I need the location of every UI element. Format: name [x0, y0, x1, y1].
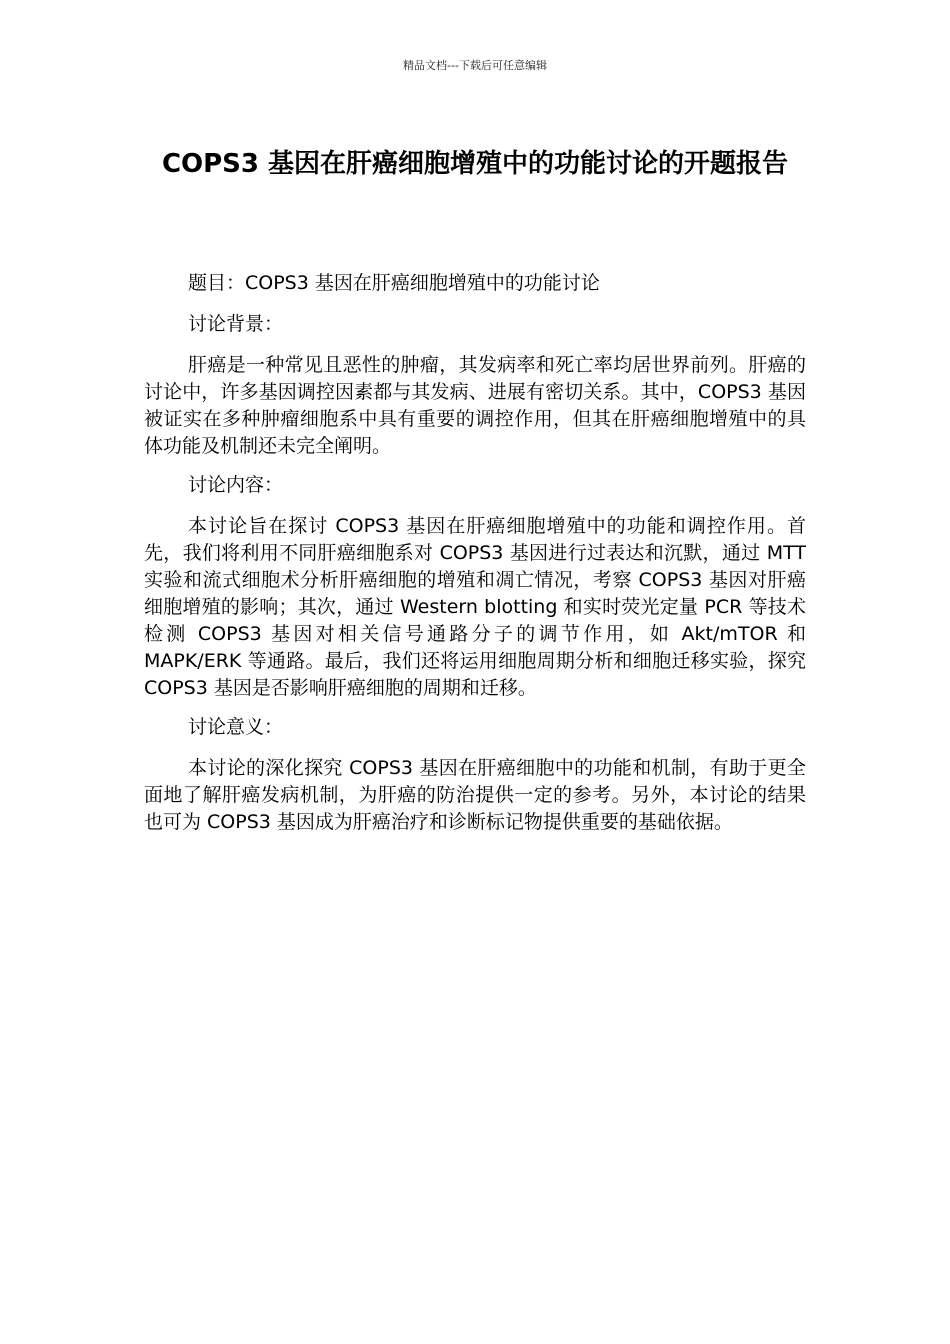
document-title: COPS3 基因在肝癌细胞增殖中的功能讨论的开题报告 [161, 149, 789, 179]
document-body [144, 270, 806, 836]
significance-heading: 讨论意义： [188, 716, 284, 738]
significance-paragraph: 本讨论的深化探究 COPS3 基因在肝癌细胞中的功能和机制，有助于更全面地了解肝癌发病机制，为肝癌的防治提供一定的参考。另外，本讨论的结果也可为 COPS3 基因成为肝癌治疗和诊断标记物提供重要的基础依据。 [144, 757, 806, 833]
background-paragraph: 肝癌是一种常见且恶性的肿瘤，其发病率和死亡率均居世界前列。肝癌的讨论中，许多基因调控因素都与其发病、进展有密切关系。其中，COPS3 基因被证实在多种肿瘤细胞系中具有重要的调控作用，但其在肝癌细胞增殖中的具体功能及机制还未完全阐明。 [144, 354, 806, 457]
topic-line: 题目：COPS3 基因在肝癌细胞增殖中的功能讨论 [188, 272, 600, 294]
content-paragraph: 本讨论旨在探讨 COPS3 基因在肝癌细胞增殖中的功能和调控作用。首先，我们将利用不同肝癌细胞系对 COPS3 基因进行过表达和沉默，通过 MTT 实验和流式细胞术分析肝癌细胞的增殖和凋亡情况，考察 COPS3 基因对肝癌细胞增殖的影响；其次，通过 Western blotting 和实时荧光定量 PCR 等技术检测 COPS3 基因对相关信号通路分子的调节作用，如 Akt/mTOR 和 MAPK/ERK 等通路。最后，我们还将运用细胞周期分析和细胞迁移实验，探究 COPS3 基因是否影响肝癌细胞的周期和迁移。 [144, 515, 806, 699]
content-heading: 讨论内容： [188, 474, 284, 496]
page-header: 精品文档---下载后可任意编辑 [403, 59, 547, 72]
background-heading: 讨论背景： [188, 313, 284, 335]
